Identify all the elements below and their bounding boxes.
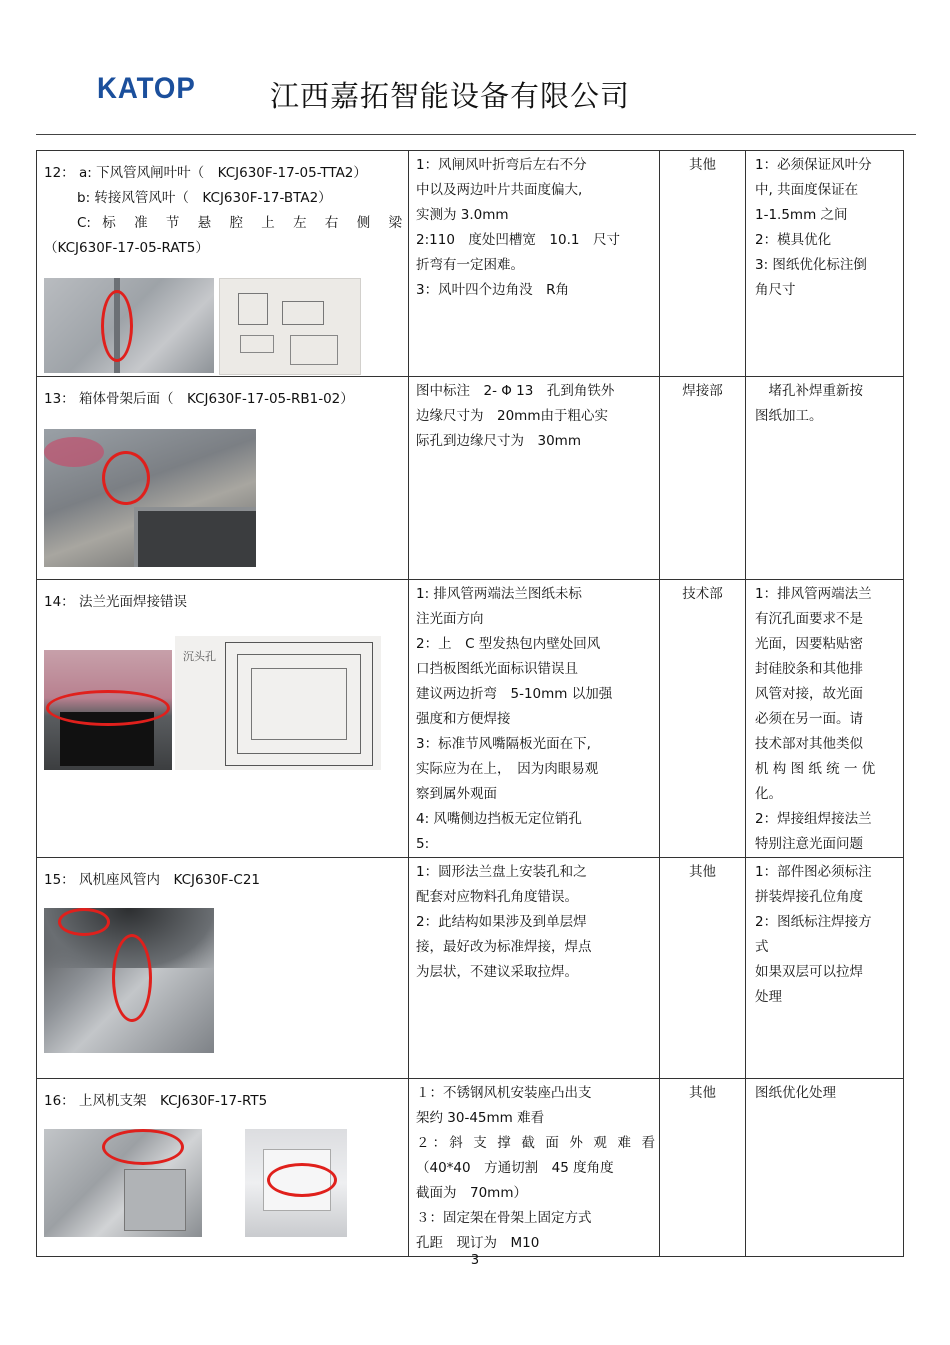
issue-title-line: C: 标 准 节 悬 腔 上 左 右 侧 梁 — [77, 215, 402, 231]
highlight-circle — [58, 908, 110, 936]
issue-title-line: 13： 箱体骨架后面（ KCJ630F-17-05-RB1-02） — [44, 391, 354, 407]
katop-logo: KATOP — [97, 72, 196, 105]
table-row — [37, 580, 904, 858]
highlight-circle — [102, 1129, 184, 1165]
problem-line: 察到属外观面 — [416, 786, 497, 802]
problem-line: 2：上 C 型发热包内壁处回风 — [416, 636, 601, 652]
problem-line: 1：圆形法兰盘上安装孔和之 — [416, 864, 587, 880]
problem-line: 孔距 现订为 M10 — [416, 1235, 540, 1251]
solution-line: 图纸加工。 — [755, 408, 823, 424]
highlight-circle — [101, 290, 133, 362]
department-label: 其他 — [689, 1085, 716, 1101]
issue-title-line: b: 转接风管风叶（ KCJ630F-17-BTA2） — [77, 190, 332, 206]
issue-cell — [37, 377, 409, 580]
problem-cell — [409, 377, 660, 580]
problem-line: 接，最好改为标准焊接，焊点 — [416, 939, 592, 955]
issue-title-line: 16： 上风机支架 KCJ630F-17-RT5 — [44, 1093, 268, 1109]
solution-line: 1：必须保证风叶分 — [755, 157, 872, 173]
highlight-circle — [46, 690, 170, 726]
solution-line: 1：排风管两端法兰 — [755, 586, 872, 602]
department-cell — [660, 377, 746, 580]
problem-line: 实际应为在上， 因为肉眼易观 — [416, 761, 599, 777]
solution-line: 有沉孔面要求不是 — [755, 611, 863, 627]
issue-title-line: 15： 风机座风管内 KCJ630F-C21 — [44, 872, 260, 888]
problem-line: （40*40 方通切割 45 度角度 — [416, 1160, 614, 1176]
problem-line: ２：斜 支 撑 截 面 外 观 难 看 — [416, 1135, 655, 1151]
solution-line: 堵孔补焊重新按 — [755, 383, 863, 399]
department-cell — [660, 1079, 746, 1257]
issue-cell — [37, 580, 409, 858]
solution-line: 光面，因要粘贴密 — [755, 636, 863, 652]
issue-title-line: 14： 法兰光面焊接错误 — [44, 594, 187, 610]
problem-line: 实测为 3.0mm — [416, 207, 509, 223]
solution-line: 化。 — [755, 786, 782, 802]
solution-line: 2：焊接组焊接法兰 — [755, 811, 872, 827]
solution-line: 2：模具优化 — [755, 232, 832, 248]
problem-line: 架约 30-45mm 难看 — [416, 1110, 545, 1126]
department-label: 技术部 — [682, 586, 723, 602]
table-row — [37, 858, 904, 1079]
issue-cell — [37, 858, 409, 1079]
problem-line: 2:110 度处凹槽宽 10.1 尺寸 — [416, 232, 620, 248]
issue-title-line: （KCJ630F-17-05-RAT5） — [44, 240, 209, 256]
highlight-circle — [102, 451, 150, 505]
issue-cell — [37, 1079, 409, 1257]
problem-line: 图中标注 2- Φ 13 孔到角铁外 — [416, 383, 615, 399]
problem-cell — [409, 1079, 660, 1257]
problem-line: 5: — [416, 836, 430, 852]
solution-line: 封硅胶条和其他排 — [755, 661, 863, 677]
solution-line: 技术部对其他类似 — [755, 736, 863, 752]
solution-line: 1：部件图必须标注 — [755, 864, 872, 880]
problem-line: 截面为 70mm） — [416, 1185, 527, 1201]
solution-line: 拼装焊接孔位角度 — [755, 889, 863, 905]
solution-cell — [746, 1079, 904, 1257]
photo-flange-drawing — [175, 636, 381, 770]
department-cell — [660, 580, 746, 858]
highlight-circle — [267, 1163, 337, 1197]
solution-line: 图纸优化处理 — [755, 1085, 836, 1101]
solution-cell — [746, 858, 904, 1079]
problem-line: 注光面方向 — [416, 611, 484, 627]
header-divider — [36, 134, 916, 135]
problem-line: 建议两边折弯 5-10mm 以加强 — [416, 686, 613, 702]
solution-line: 2：图纸标注焊接方 — [755, 914, 872, 930]
solution-line: 风管对接，故光面 — [755, 686, 863, 702]
problem-line: ３：固定架在骨架上固定方式 — [416, 1210, 592, 1226]
drawing-label: 沉头孔 — [183, 650, 216, 663]
solution-line: 处理 — [755, 989, 782, 1005]
solution-cell — [746, 151, 904, 377]
company-name: 江西嘉拓智能设备有限公司 — [270, 79, 631, 113]
problem-cell — [409, 580, 660, 858]
department-cell — [660, 858, 746, 1079]
department-label: 其他 — [689, 864, 716, 880]
solution-line: 如果双层可以拉焊 — [755, 964, 863, 980]
problem-line: 中以及两边叶片共面度偏大, — [416, 182, 583, 198]
table-row — [37, 1079, 904, 1257]
problem-line: 配套对应物料孔角度错误。 — [416, 889, 578, 905]
photo-fan-blade — [44, 278, 214, 373]
department-cell — [660, 151, 746, 377]
problem-line: 1：风闸风叶折弯后左右不分 — [416, 157, 587, 173]
solution-cell — [746, 580, 904, 858]
problem-line: 4: 风嘴侧边挡板无定位销孔 — [416, 811, 582, 827]
solution-line: 中, 共面度保证在 — [755, 182, 859, 198]
problem-line: 2：此结构如果涉及到单层焊 — [416, 914, 587, 930]
problem-cell — [409, 858, 660, 1079]
problem-line: 3：标准节风嘴隔板光面在下, — [416, 736, 591, 752]
page-number: 3 — [470, 1253, 480, 1268]
solution-line: 角尺寸 — [755, 282, 796, 298]
issue-table — [36, 150, 904, 1257]
photo-drawing — [219, 278, 361, 375]
solution-line: 特别注意光面问题 — [755, 836, 863, 852]
problem-line: 强度和方便焊接 — [416, 711, 511, 727]
solution-line: 机 构 图 纸 统 一 优 — [755, 761, 876, 777]
highlight-circle — [112, 934, 152, 1022]
problem-line: 1: 排风管两端法兰图纸未标 — [416, 586, 582, 602]
problem-line: 口挡板图纸光面标识错误且 — [416, 661, 578, 677]
problem-line: 3：风叶四个边角没 R角 — [416, 282, 569, 298]
photo-fan-bracket — [44, 1129, 202, 1237]
photo-frame-back — [44, 429, 256, 567]
problem-line: 折弯有一定困难。 — [416, 257, 524, 273]
solution-line: 1-1.5mm 之间 — [755, 207, 848, 223]
problem-line: １：不锈钢风机安装座凸出支 — [416, 1085, 592, 1101]
photo-fan-seat — [44, 908, 214, 1053]
issue-cell — [37, 151, 409, 377]
photo-flange — [44, 650, 172, 770]
photo-machine — [245, 1129, 347, 1237]
solution-cell — [746, 377, 904, 580]
problem-line: 际孔到边缘尺寸为 30mm — [416, 433, 581, 449]
department-label: 焊接部 — [682, 383, 723, 399]
solution-line: 式 — [755, 939, 769, 955]
issue-title-line: 12： a: 下风管风闸叶叶（ KCJ630F-17-05-TTA2） — [44, 165, 367, 181]
department-label: 其他 — [689, 157, 716, 173]
table-row — [37, 377, 904, 580]
solution-line: 3: 图纸优化标注倒 — [755, 257, 867, 273]
problem-cell — [409, 151, 660, 377]
table-row — [37, 151, 904, 377]
problem-line: 边缘尺寸为 20mm由于粗心实 — [416, 408, 608, 424]
problem-line: 为层状，不建议采取拉焊。 — [416, 964, 578, 980]
solution-line: 必须在另一面。请 — [755, 711, 863, 727]
